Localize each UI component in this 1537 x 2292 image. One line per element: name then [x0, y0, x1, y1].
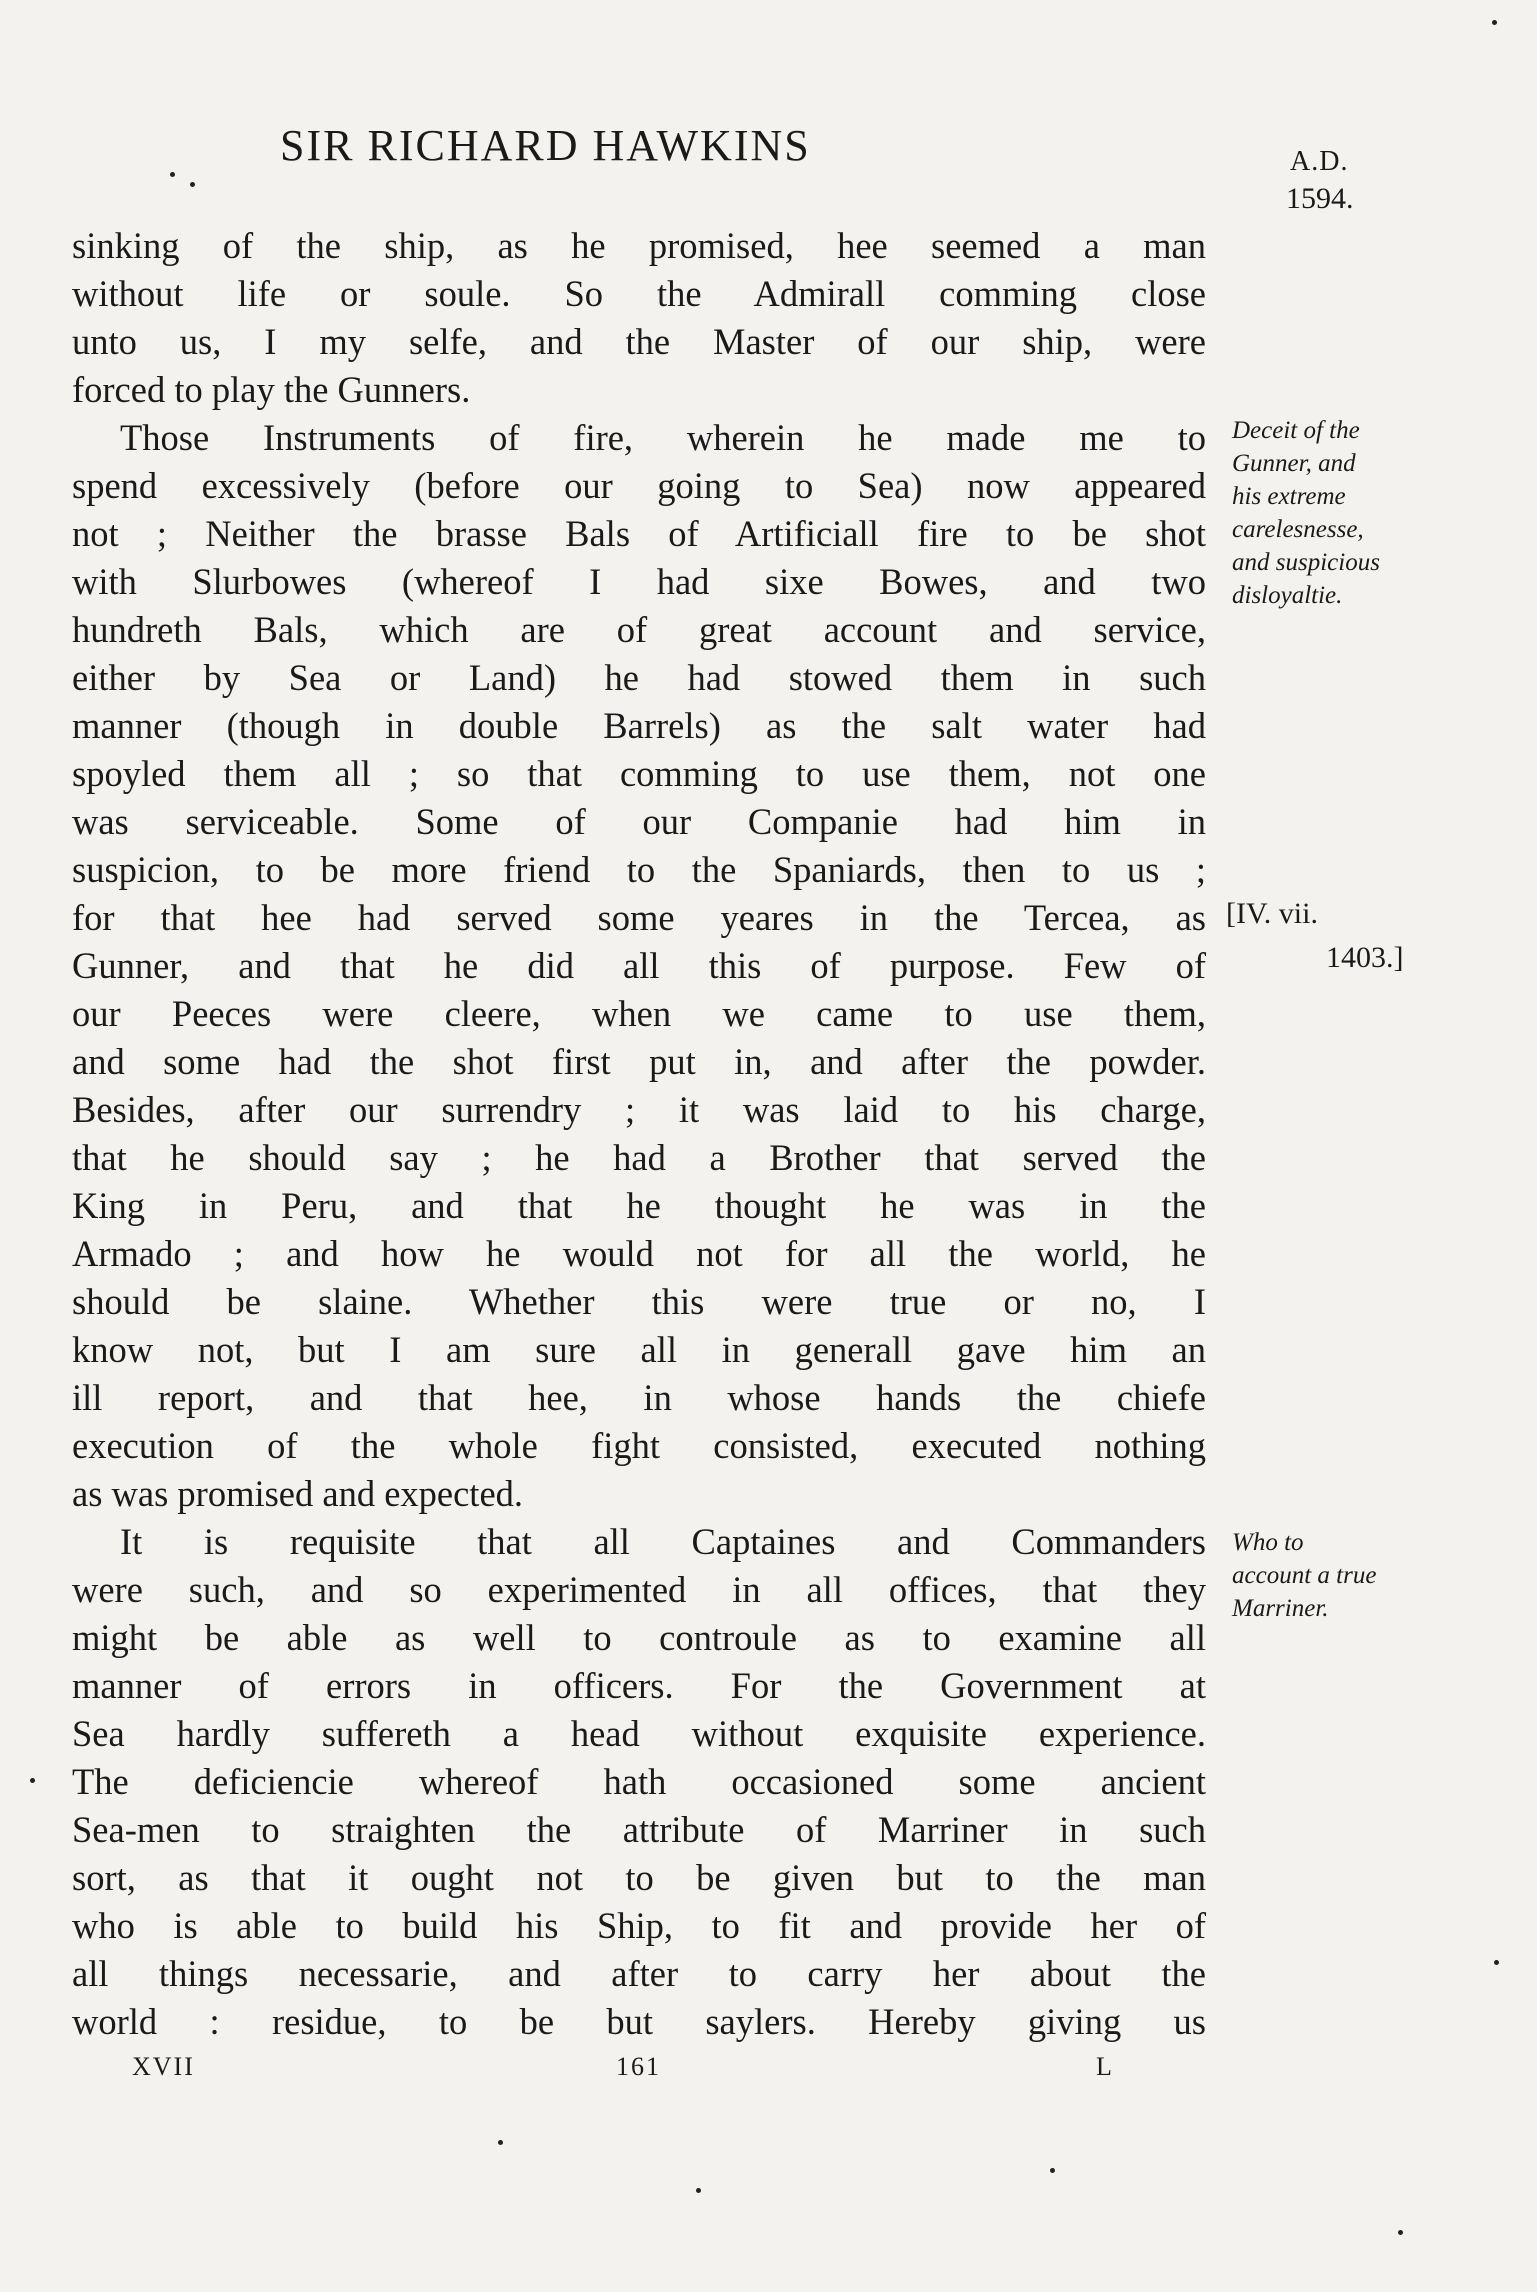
text-line: hundreth Bals, which are of great account and service,: [72, 609, 1206, 650]
ink-speck: [1050, 2168, 1055, 2173]
ink-speck: [1492, 20, 1497, 25]
page-title: SIR RICHARD HAWKINS: [280, 121, 811, 170]
margin-note-line: Gunner, and: [1232, 450, 1356, 477]
margin-note-marriner: [1232, 1526, 1522, 1625]
text-line: spoyled them all ; so that comming to use them, not one: [72, 753, 1206, 794]
text-line: all things necessarie, and after to carry her about the: [72, 1953, 1206, 1994]
text-line: Sea-men to straighten the attribute of Marriner in such: [72, 1809, 1206, 1850]
text-line: for that hee had served some yeares in the Tercea, as: [72, 897, 1206, 938]
ink-speck: [498, 2140, 503, 2145]
margin-note-line: and suspicious: [1232, 549, 1380, 576]
year-label: A.D.: [1290, 146, 1349, 177]
ink-speck: [1398, 2230, 1403, 2235]
text-line: Sea hardly suffereth a head without exquisite experience.: [72, 1713, 1206, 1754]
text-line: Armado ; and how he would not for all the world, he: [72, 1233, 1206, 1274]
text-line: not ; Neither the brasse Bals of Artificiall fire to be shot: [72, 513, 1206, 554]
text-line: manner (though in double Barrels) as the salt water had: [72, 705, 1206, 746]
margin-note-line: Marriner.: [1232, 1595, 1329, 1622]
margin-note-line: disloyaltie.: [1232, 582, 1343, 609]
text-line: sinking of the ship, as he promised, hee seemed a man: [72, 225, 1206, 266]
margin-page-reference-line: [IV. vii.: [1226, 897, 1318, 930]
ink-speck: [30, 1778, 35, 1783]
text-line: manner of errors in officers. For the Government at: [72, 1665, 1206, 1706]
text-line: Gunner, and that he did all this of purpose. Few of: [72, 945, 1206, 986]
text-line: our Peeces were cleere, when we came to use them,: [72, 993, 1206, 1034]
text-line: King in Peru, and that he thought he was in the: [72, 1185, 1206, 1226]
text-line: world : residue, to be but saylers. Hereby giving us: [72, 2001, 1206, 2042]
margin-note-line: carelesnesse,: [1232, 516, 1364, 543]
footer-page-number: 161: [616, 2052, 661, 2081]
text-line: Besides, after our surrendry ; it was laid to his charge,: [72, 1089, 1206, 1130]
body-text: [72, 222, 1206, 2046]
text-line: suspicion, to be more friend to the Spaniards, then to us ;: [72, 849, 1206, 890]
ink-speck: [696, 2188, 701, 2193]
text-line: spend excessively (before our going to Sea) now appeared: [72, 465, 1206, 506]
text-line: The deficiencie whereof hath occasioned some ancient: [72, 1761, 1206, 1802]
margin-page-reference: [1226, 892, 1404, 980]
text-line: execution of the whole fight consisted, executed nothing: [72, 1425, 1206, 1466]
footer-signature: L: [1096, 2052, 1114, 2081]
text-line: ill report, and that hee, in whose hands the chiefe: [72, 1377, 1206, 1418]
text-line: were such, and so experimented in all offices, that they: [72, 1569, 1206, 1610]
ink-speck: [190, 182, 195, 187]
footer-volume: XVII: [132, 2052, 195, 2081]
ink-speck: [170, 172, 175, 177]
text-line: unto us, I my selfe, and the Master of our ship, were: [72, 321, 1206, 362]
ink-speck: [1494, 1960, 1499, 1965]
text-line: know not, but I am sure all in generall gave him an: [72, 1329, 1206, 1370]
text-line: sort, as that it ought not to be given but to the man: [72, 1857, 1206, 1898]
text-line: It is requisite that all Captaines and Commanders: [120, 1521, 1206, 1562]
text-line: should be slaine. Whether this were true or no, I: [72, 1281, 1206, 1322]
text-line: was serviceable. Some of our Companie had him in: [72, 801, 1206, 842]
text-line: either by Sea or Land) he had stowed them in such: [72, 657, 1206, 698]
text-line: Those Instruments of fire, wherein he made me to: [120, 417, 1206, 458]
year-value: 1594.: [1286, 182, 1354, 215]
text-line: that he should say ; he had a Brother that served the: [72, 1137, 1206, 1178]
text-line: with Slurbowes (whereof I had sixe Bowes, and two: [72, 561, 1206, 602]
margin-page-reference-line: 1403.]: [1326, 941, 1404, 974]
text-line: as was promised and expected.: [72, 1473, 524, 1514]
text-line: and some had the shot first put in, and after the powder.: [72, 1041, 1206, 1082]
text-line: might be able as well to controule as to examine all: [72, 1617, 1206, 1658]
text-line: forced to play the Gunners.: [72, 369, 471, 410]
text-line: without life or soule. So the Admirall comming close: [72, 273, 1206, 314]
margin-note-line: account a true: [1232, 1562, 1377, 1589]
margin-note-gunner: [1232, 414, 1522, 612]
margin-note-line: his extreme: [1232, 483, 1346, 510]
text-line: who is able to build his Ship, to fit and provide her of: [72, 1905, 1206, 1946]
margin-note-line: Deceit of the: [1232, 417, 1360, 444]
margin-note-line: Who to: [1232, 1529, 1304, 1556]
